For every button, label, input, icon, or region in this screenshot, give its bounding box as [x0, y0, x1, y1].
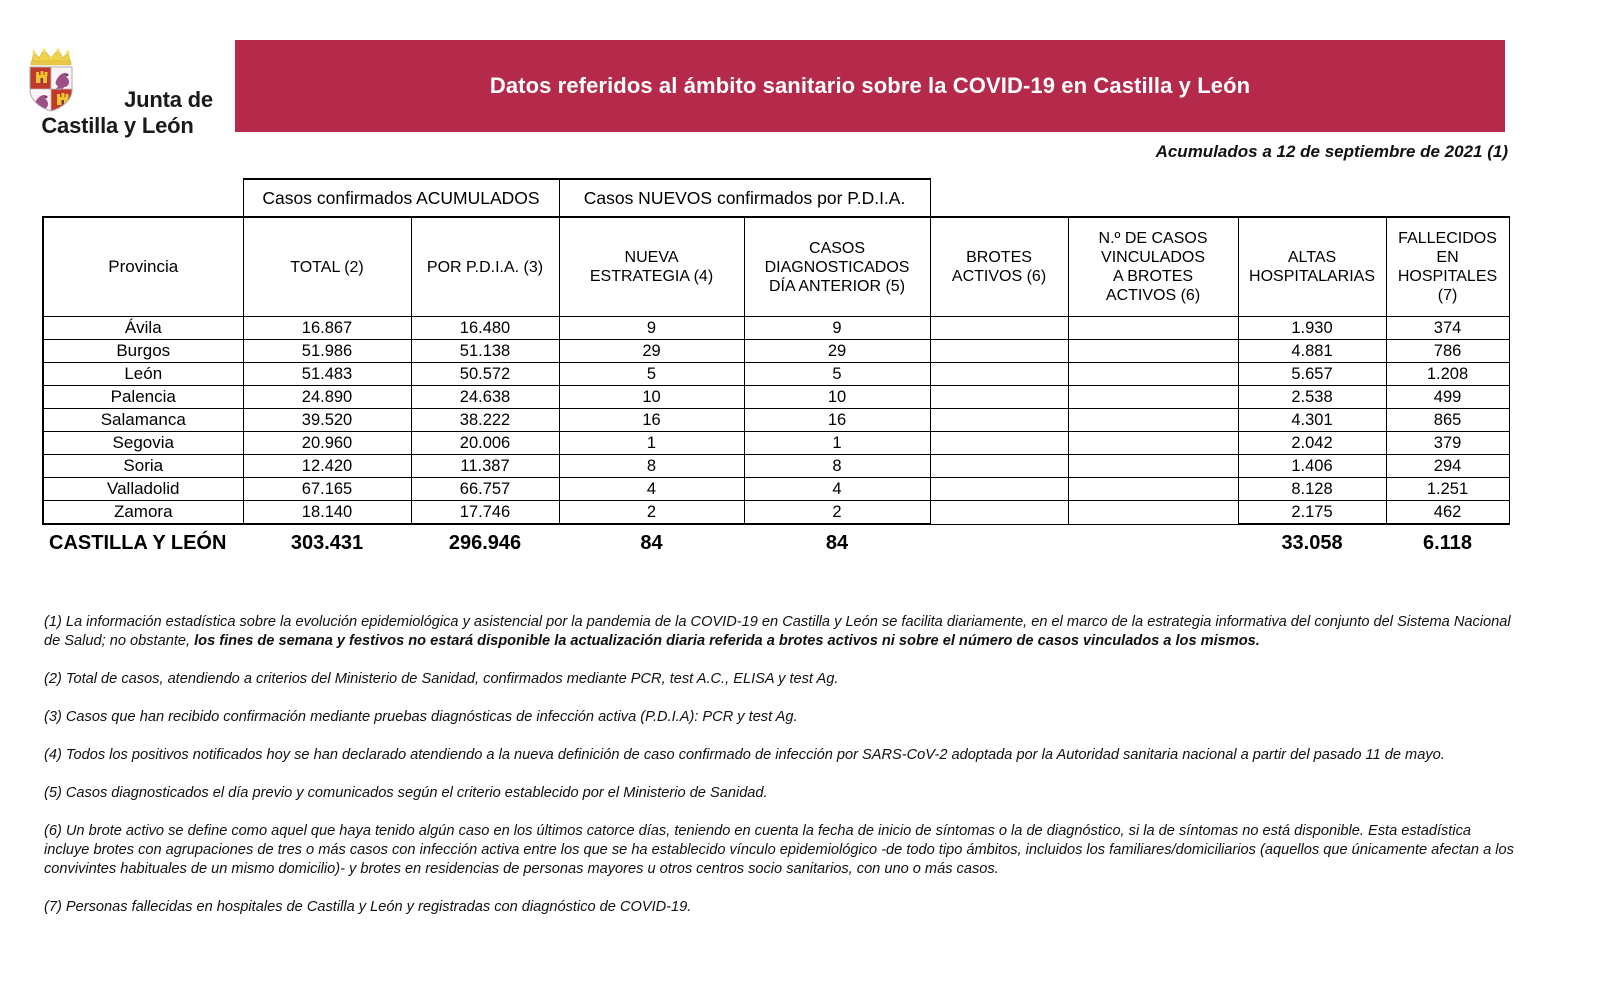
cell-nueva-estrategia: 16 [559, 409, 744, 432]
total-nueva-estrategia: 84 [559, 524, 744, 561]
total-total: 303.431 [243, 524, 411, 561]
cell-casos-vinculados [1068, 340, 1238, 363]
cell-fallecidos-hospitales: 294 [1386, 455, 1509, 478]
cell-altas-hospitalarias: 4.881 [1238, 340, 1386, 363]
col-header-altas-line1: ALTAS [1287, 249, 1337, 266]
table-row [43, 340, 1509, 363]
cell-casos-vinculados [1068, 478, 1238, 501]
cell-diagnosticados-dia-anterior: 16 [744, 409, 930, 432]
table-row [43, 386, 1509, 409]
cell-total: 24.890 [243, 386, 411, 409]
col-header-diagnosticados [744, 217, 930, 317]
cell-diagnosticados-dia-anterior: 5 [744, 363, 930, 386]
col-header-diagnosticados-line2: DIAGNOSTICADOS [764, 258, 910, 276]
cell-brotes-activos [930, 317, 1068, 340]
cell-altas-hospitalarias: 2.042 [1238, 432, 1386, 455]
cell-por-pdia: 20.006 [411, 432, 559, 455]
cell-nueva-estrategia: 8 [559, 455, 744, 478]
cell-fallecidos-hospitales: 1.251 [1386, 478, 1509, 501]
table-row [43, 455, 1509, 478]
logo-line-2: Castilla y León [41, 113, 194, 138]
cell-diagnosticados-dia-anterior: 2 [744, 501, 930, 525]
cell-brotes-activos [930, 455, 1068, 478]
crest-wrap [22, 48, 213, 112]
cell-por-pdia: 24.638 [411, 386, 559, 409]
col-header-casos-vinculados [1068, 217, 1238, 317]
cell-casos-vinculados [1068, 501, 1238, 525]
footnotes [44, 613, 1518, 917]
cell-diagnosticados-dia-anterior: 29 [744, 340, 930, 363]
cell-fallecidos-hospitales: 786 [1386, 340, 1509, 363]
col-header-fallecidos [1386, 217, 1509, 317]
total-por-pdia: 296.946 [411, 524, 559, 561]
col-header-nueva-estrategia [559, 217, 744, 317]
cell-altas-hospitalarias: 8.128 [1238, 478, 1386, 501]
table-row [43, 363, 1509, 386]
col-header-nueva-estrategia-line1: NUEVA [624, 249, 679, 266]
cell-altas-hospitalarias: 2.175 [1238, 501, 1386, 525]
footnote-3: (3) Casos que han recibido confirmación mediante pruebas diagnósticas de infección activa (P.D.I.A): PCR y test Ag. [44, 709, 798, 725]
cell-casos-vinculados [1068, 432, 1238, 455]
junta-logo [0, 40, 235, 138]
table-row [43, 432, 1509, 455]
cell-fallecidos-hospitales: 499 [1386, 386, 1509, 409]
table-total-row [43, 524, 1509, 561]
footnote-1 [44, 613, 1518, 651]
cell-diagnosticados-dia-anterior: 8 [744, 455, 930, 478]
col-header-fallecidos-line4: (7) [1437, 287, 1458, 304]
total-altas-hospitalarias: 33.058 [1238, 524, 1386, 561]
row-province: Burgos [43, 340, 243, 363]
cell-brotes-activos [930, 340, 1068, 363]
header-spacer-4 [1238, 179, 1386, 217]
footnote-7: (7) Personas fallecidas en hospitales de Castilla y León y registradas con diagnóstico de COVID-19. [44, 899, 692, 915]
cell-por-pdia: 16.480 [411, 317, 559, 340]
cell-total: 16.867 [243, 317, 411, 340]
col-header-fallecidos-line2: EN [1436, 249, 1459, 266]
row-province: León [43, 363, 243, 386]
covid-table-body [43, 317, 1509, 562]
cell-brotes-activos [930, 432, 1068, 455]
cell-casos-vinculados [1068, 386, 1238, 409]
total-brotes-activos [930, 524, 1068, 561]
banner-title: Datos referidos al ámbito sanitario sobre la COVID-19 en Castilla y León [489, 73, 1251, 98]
cell-nueva-estrategia: 10 [559, 386, 744, 409]
cell-total: 51.483 [243, 363, 411, 386]
cell-por-pdia: 51.138 [411, 340, 559, 363]
cell-brotes-activos [930, 363, 1068, 386]
header-spacer-5 [1386, 179, 1509, 217]
group-header-nuevos: Casos NUEVOS confirmados por P.D.I.A. [559, 179, 930, 217]
cell-nueva-estrategia: 9 [559, 317, 744, 340]
cell-altas-hospitalarias: 1.930 [1238, 317, 1386, 340]
col-header-total: TOTAL (2) [243, 217, 411, 317]
col-header-altas-hospitalarias [1238, 217, 1386, 317]
cell-por-pdia: 38.222 [411, 409, 559, 432]
header-spacer-3 [1068, 179, 1238, 217]
header-spacer-2 [930, 179, 1068, 217]
cell-total: 12.420 [243, 455, 411, 478]
cell-diagnosticados-dia-anterior: 9 [744, 317, 930, 340]
accumulated-date: Acumulados a 12 de septiembre de 2021 (1) [1155, 142, 1508, 161]
row-province: Ávila [43, 317, 243, 340]
col-header-vinculados-line4: ACTIVOS (6) [1105, 287, 1201, 304]
cell-brotes-activos [930, 501, 1068, 525]
cell-por-pdia: 17.746 [411, 501, 559, 525]
cell-altas-hospitalarias: 1.406 [1238, 455, 1386, 478]
cell-altas-hospitalarias: 4.301 [1238, 409, 1386, 432]
logo-line-1: Junta de [124, 87, 213, 112]
footnote-2: (2) Total de casos, atendiendo a criterios del Ministerio de Sanidad, confirmados mediante PCR, test A.C., ELISA y test Ag. [44, 671, 839, 687]
total-casos-vinculados [1068, 524, 1238, 561]
col-header-altas-line2: HOSPITALARIAS [1249, 268, 1376, 285]
junta-de-castilla-y-leon-crest-icon [22, 48, 80, 112]
cell-casos-vinculados [1068, 317, 1238, 340]
col-header-diagnosticados-line1: CASOS [809, 239, 866, 257]
cell-fallecidos-hospitales: 865 [1386, 409, 1509, 432]
title-banner [235, 40, 1505, 132]
cell-altas-hospitalarias: 2.538 [1238, 386, 1386, 409]
row-province: Soria [43, 455, 243, 478]
group-header-acumulados: Casos confirmados ACUMULADOS [243, 179, 559, 217]
col-header-provincia: Provincia [43, 217, 243, 317]
footnote-1-bold: los fines de semana y festivos no estará disponible la actualización diaria referida a brotes activos ni sobre el número de casos vinculados a los mismos. [194, 633, 1260, 649]
col-header-nueva-estrategia-line2: ESTRATEGIA (4) [589, 268, 714, 285]
covid-data-table [42, 178, 1510, 561]
total-diagnosticados-dia-anterior: 84 [744, 524, 930, 561]
cell-casos-vinculados [1068, 409, 1238, 432]
footnote-6: (6) Un brote activo se define como aquel que haya tenido algún caso en los últimos catorce días, teniendo en cuenta la fecha de inicio de síntomas o la de diagnóstico, si la de síntomas no está disponible. Esta estadística incluye brotes con agrupaciones de tres o más casos con infección activa entre los que se ha establecido vínculo epidemiológico -de todo tipo ámbitos, incluidos los familiares/domiciliarios (aquellos que únicamente afectan a los convivintes habituales de un mismo domicilio)- y brotes en residencias de personas mayores u otros centros socio sanitarios, con uno o más casos. [44, 823, 1514, 877]
total-row-label: CASTILLA Y LEÓN [43, 524, 243, 561]
cell-por-pdia: 11.387 [411, 455, 559, 478]
cell-fallecidos-hospitales: 374 [1386, 317, 1509, 340]
cell-fallecidos-hospitales: 462 [1386, 501, 1509, 525]
table-row [43, 409, 1509, 432]
total-fallecidos-hospitales: 6.118 [1386, 524, 1509, 561]
row-province: Zamora [43, 501, 243, 525]
table-row [43, 317, 1509, 340]
cell-nueva-estrategia: 29 [559, 340, 744, 363]
cell-nueva-estrategia: 5 [559, 363, 744, 386]
col-header-vinculados-line3: A BROTES [1113, 268, 1194, 285]
cell-brotes-activos [930, 478, 1068, 501]
row-province: Valladolid [43, 478, 243, 501]
cell-diagnosticados-dia-anterior: 4 [744, 478, 930, 501]
cell-por-pdia: 50.572 [411, 363, 559, 386]
cell-diagnosticados-dia-anterior: 1 [744, 432, 930, 455]
row-province: Salamanca [43, 409, 243, 432]
cell-nueva-estrategia: 4 [559, 478, 744, 501]
cell-diagnosticados-dia-anterior: 10 [744, 386, 930, 409]
table-row [43, 501, 1509, 525]
cell-por-pdia: 66.757 [411, 478, 559, 501]
row-province: Palencia [43, 386, 243, 409]
footnote-4: (4) Todos los positivos notificados hoy se han declarado atendiendo a la nueva definición de caso confirmado de infección por SARS-CoV-2 adoptada por la Autoridad sanitaria nacional a partir del pasado 11 de mayo. [44, 747, 1445, 763]
page-header [0, 0, 1600, 138]
col-header-diagnosticados-line3: DÍA ANTERIOR (5) [769, 277, 906, 295]
cell-total: 20.960 [243, 432, 411, 455]
covid-table-wrap [42, 178, 1508, 561]
col-header-fallecidos-line3: HOSPITALES [1397, 268, 1498, 285]
header-spacer [43, 179, 243, 217]
cell-total: 67.165 [243, 478, 411, 501]
col-header-por-pdia: POR P.D.I.A. (3) [411, 217, 559, 317]
row-province: Segovia [43, 432, 243, 455]
cell-total: 39.520 [243, 409, 411, 432]
cell-casos-vinculados [1068, 363, 1238, 386]
cell-fallecidos-hospitales: 379 [1386, 432, 1509, 455]
col-header-vinculados-line2: VINCULADOS [1101, 249, 1206, 266]
table-row [43, 478, 1509, 501]
col-header-fallecidos-line1: FALLECIDOS [1398, 230, 1497, 247]
col-header-brotes-activos [930, 217, 1068, 317]
col-header-brotes-line2: ACTIVOS (6) [951, 268, 1047, 285]
col-header-brotes-line1: BROTES [966, 249, 1032, 266]
footnote-1-text: (1) La información estadística sobre la evolución epidemiológica y asistencial por la pandemia de la COVID-19 en Castilla y León se facilita diariamente, en el marco de la estrategia informativa del conjunto del Sistema Nacional de Salud; no obstante, [44, 614, 1511, 649]
cell-nueva-estrategia: 1 [559, 432, 744, 455]
cell-fallecidos-hospitales: 1.208 [1386, 363, 1509, 386]
cell-total: 18.140 [243, 501, 411, 525]
col-header-vinculados-line1: N.º DE CASOS [1098, 230, 1208, 247]
cell-altas-hospitalarias: 5.657 [1238, 363, 1386, 386]
cell-casos-vinculados [1068, 455, 1238, 478]
cell-brotes-activos [930, 409, 1068, 432]
cell-total: 51.986 [243, 340, 411, 363]
footnote-5: (5) Casos diagnosticados el día previo y comunicados según el criterio establecido por el Ministerio de Sanidad. [44, 785, 768, 801]
cell-nueva-estrategia: 2 [559, 501, 744, 525]
cell-brotes-activos [930, 386, 1068, 409]
